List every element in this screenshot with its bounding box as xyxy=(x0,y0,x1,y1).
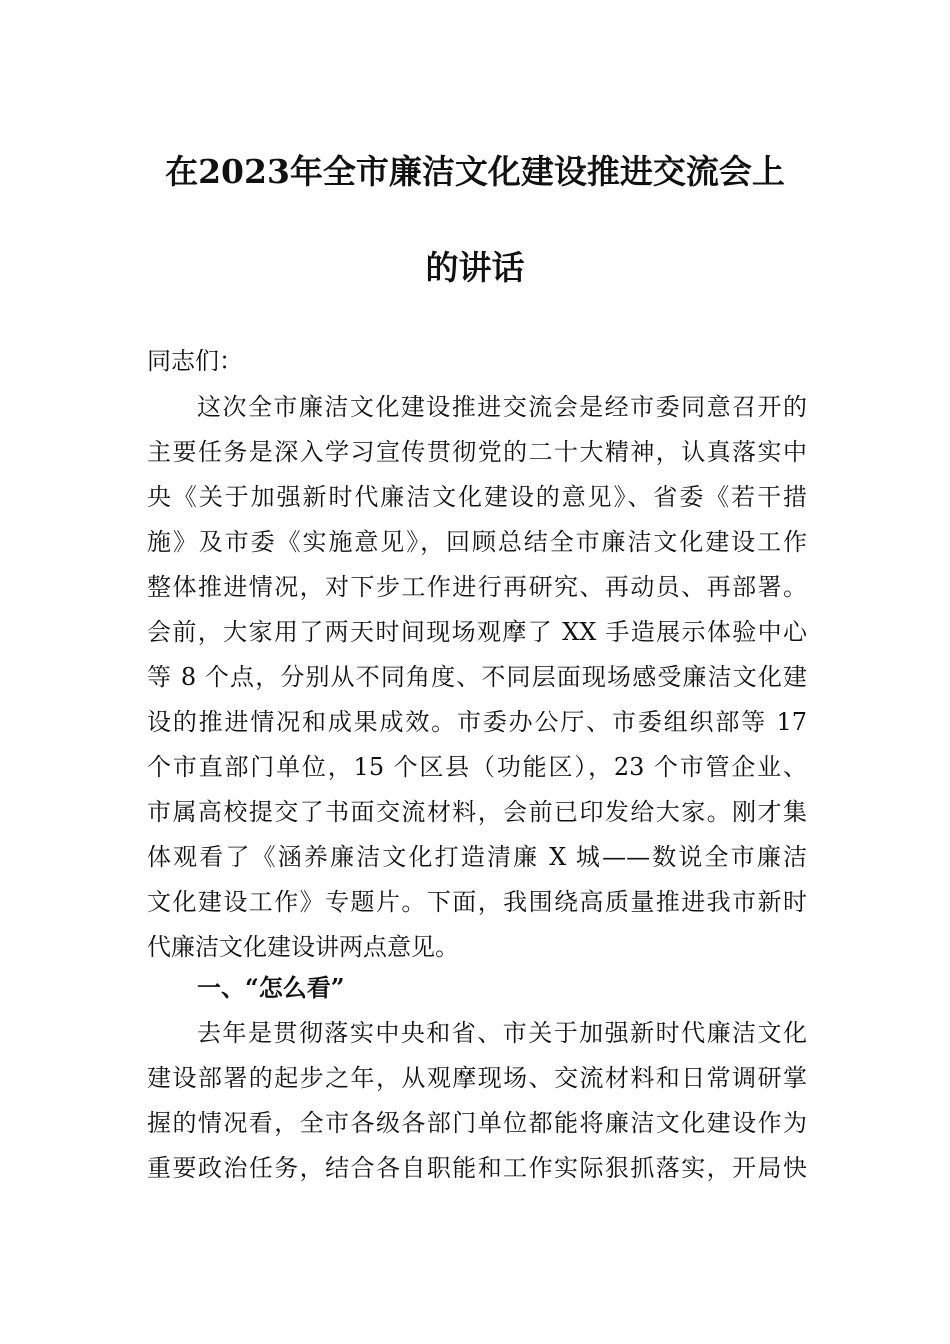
text-line: 市属高校提交了书面交流材料，会前已印发给大家。刚才集 xyxy=(147,798,807,826)
salutation: 同志们： xyxy=(147,347,243,375)
text-line: 整体推进情况，对下步工作进行再研究、再动员、再部署。 xyxy=(147,573,807,601)
text-line: 主要任务是深入学习宣传贯彻党的二十大精神，认真落实中 xyxy=(147,438,807,466)
document-title-line-2: 的讲话 xyxy=(425,248,525,287)
text-line: 等 8 个点，分别从不同角度、不同层面现场感受廉洁文化建 xyxy=(147,663,807,691)
text-line: 这次全市廉洁文化建设推进交流会是经市委同意召开的 xyxy=(197,393,807,421)
text-line: 施》及市委《实施意见》，回顾总结全市廉洁文化建设工作 xyxy=(147,528,807,556)
section-heading-1: 一、“怎么看” xyxy=(197,973,345,1002)
text-line: 重要政治任务，结合各自职能和工作实际狠抓落实，开局快 xyxy=(147,1154,807,1182)
text-line: 握的情况看，全市各级各部门单位都能将廉洁文化建设作为 xyxy=(147,1109,807,1137)
text-line: 设的推进情况和成果成效。市委办公厅、市委组织部等 17 xyxy=(147,708,807,736)
text-line: 代廉洁文化建设讲两点意见。 xyxy=(147,933,459,961)
text-line: 文化建设工作》专题片。下面，我围绕高质量推进我市新时 xyxy=(147,888,807,916)
text-line: 体观看了《涵养廉洁文化打造清廉 X 城——数说全市廉洁 xyxy=(147,843,807,871)
text-line: 央《关于加强新时代廉洁文化建设的意见》、省委《若干措 xyxy=(147,483,807,511)
document-title-line-1: 在2023年全市廉洁文化建设推进交流会上 xyxy=(165,152,785,191)
text-line: 去年是贯彻落实中央和省、市关于加强新时代廉洁文化 xyxy=(197,1019,807,1047)
text-line: 建设部署的起步之年，从观摩现场、交流材料和日常调研掌 xyxy=(147,1064,807,1092)
text-line: 会前，大家用了两天时间现场观摩了 XX 手造展示体验中心 xyxy=(147,618,807,646)
text-line: 个市直部门单位，15 个区县（功能区），23 个市管企业、 xyxy=(147,753,807,781)
